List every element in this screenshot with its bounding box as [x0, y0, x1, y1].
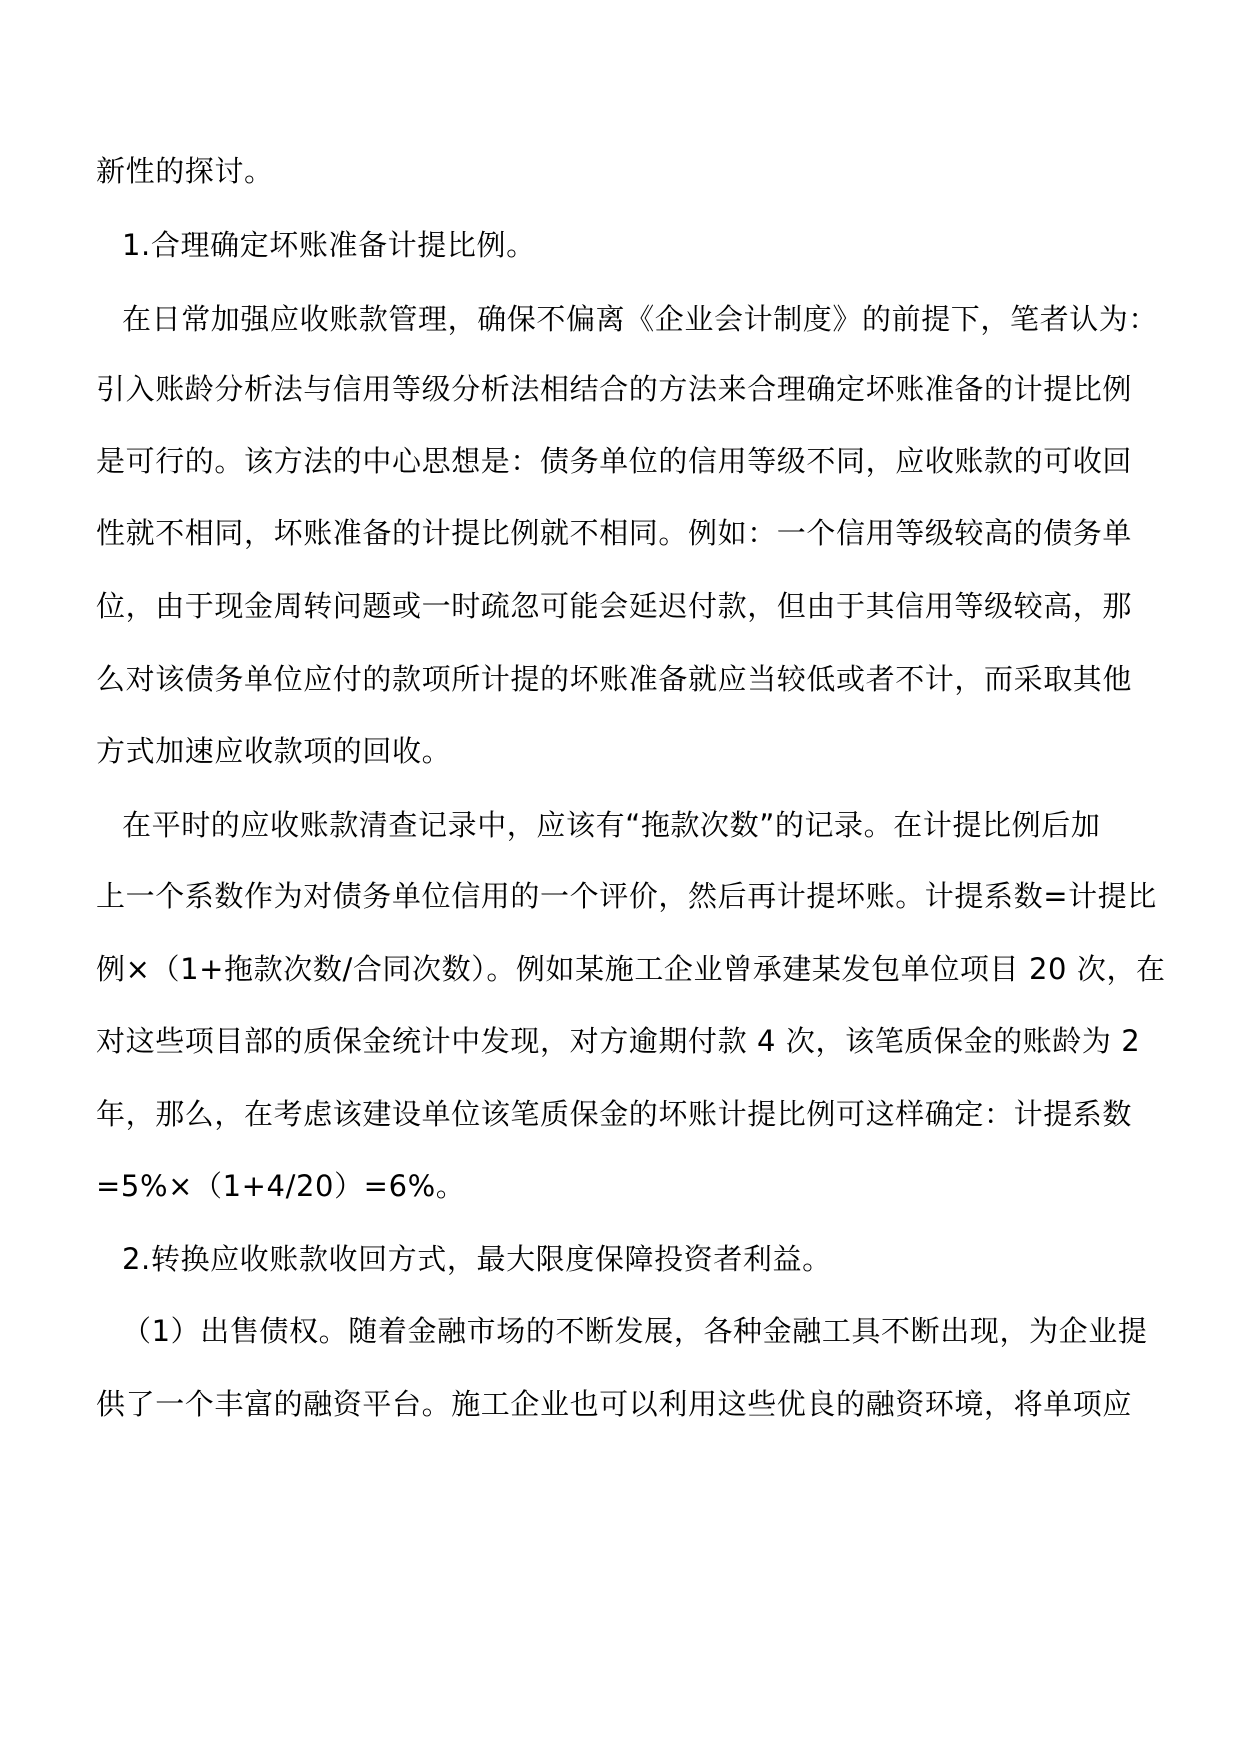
text-line-8: 么对该债务单位应付的款项所计提的坏账准备就应当较低或者不计，而采取其他: [96, 662, 1133, 696]
text-line-14: 年，那么，在考虑该建设单位该笔质保金的坏账计提比例可这样确定：计提系数: [96, 1097, 1133, 1131]
text-line-10: 在平时的应收账款清查记录中，应该有“拖款次数”的记录。在计提比例后加: [122, 808, 1101, 842]
text-line-6: 性就不相同，坏账准备的计提比例就不相同。例如：一个信用等级较高的债务单: [96, 516, 1133, 550]
text-line-7: 位，由于现金周转问题或一时疏忽可能会延迟付款，但由于其信用等级较高，那: [96, 589, 1133, 623]
text-line-16-heading-2: 2.转换应收账款收回方式，最大限度保障投资者利益。: [122, 1242, 832, 1276]
text-line-13: 对这些项目部的质保金统计中发现，对方逾期付款 4 次，该笔质保金的账龄为 2: [96, 1024, 1141, 1058]
text-line-4: 引入账龄分析法与信用等级分析法相结合的方法来合理确定坏账准备的计提比例: [96, 372, 1133, 406]
text-line-1: 新性的探讨。: [96, 154, 274, 188]
text-line-15: =5%×（1+4/20）=6%。: [96, 1169, 466, 1203]
text-line-3: 在日常加强应收账款管理，确保不偏离《企业会计制度》的前提下，笔者认为：: [122, 302, 1159, 336]
text-line-12: 例×（1+拖款次数/合同次数）。例如某施工企业曾承建某发包单位项目 20 次，在: [96, 952, 1166, 986]
text-line-9: 方式加速应收款项的回收。: [96, 734, 452, 768]
text-line-17: （1）出售债权。随着金融市场的不断发展，各种金融工具不断出现，为企业提: [122, 1314, 1148, 1348]
text-line-5: 是可行的。该方法的中心思想是：债务单位的信用等级不同，应收账款的可收回: [96, 444, 1133, 478]
text-line-11: 上一个系数作为对债务单位信用的一个评价，然后再计提坏账。计提系数=计提比: [96, 879, 1157, 913]
text-line-18: 供了一个丰富的融资平台。施工企业也可以利用这些优良的融资环境，将单项应: [96, 1387, 1133, 1421]
text-line-2-heading-1: 1.合理确定坏账准备计提比例。: [122, 228, 536, 262]
